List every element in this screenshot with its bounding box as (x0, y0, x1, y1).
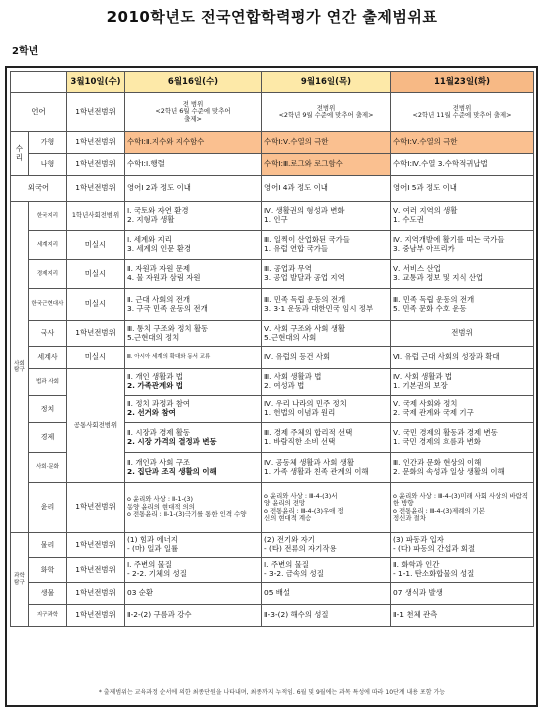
cell-line: Ⅰ. 주변의 물질 (264, 560, 309, 570)
page-title: 2010학년도 전국연합학력평가 연간 출제범위표 (106, 8, 438, 26)
cell-line: 2. 시장 가격의 결정과 변동 (127, 436, 217, 446)
cell-sep: 영어Ⅰ 4과 정도 이내 (262, 176, 391, 202)
cell-nov (391, 369, 534, 396)
cell-line: Ⅳ. 공동체 생활과 사회 생활 (264, 457, 354, 467)
cell-line: 2. 문화의 속성과 일상 생활의 이해 (393, 466, 505, 476)
subject-label: 사회·문화 (29, 453, 67, 483)
exam-scope-table (10, 71, 534, 627)
cell-line: Ⅰ. 국토와 자연 환경 (127, 206, 189, 216)
cell-line: 1. 기본권의 보장 (393, 381, 448, 390)
cell-line: 2. 가족관계와 법 (127, 381, 183, 390)
cell-line: 4. 물 자원과 삼림 자원 (127, 273, 201, 282)
cell-line: Ⅲ. 통치 구조와 정치 활동 (127, 323, 209, 333)
cell-nov (391, 260, 534, 289)
cell-line: 5.근현대의 사회 (264, 332, 317, 342)
cell-nov: 수학Ⅰ:Ⅴ.수열의 극한 (391, 132, 534, 154)
cell-line: o 윤리와 사상 : Ⅲ-4-(3)서 (264, 491, 338, 500)
cell-line: Ⅲ. 민족 독립 운동의 전개 (393, 294, 475, 304)
cell-nov: 영어Ⅰ 5과 정도 이내 (391, 176, 534, 202)
cell-line: Ⅰ. 세계와 지리 (127, 235, 172, 245)
cell-line: Ⅳ. 사회 생활과 법 (393, 372, 453, 382)
subject-label: 생물 (29, 583, 67, 605)
row-mulli (11, 533, 534, 558)
cell-line: (2) 전기와 자기 (264, 535, 315, 545)
row-suri-ga (11, 132, 534, 154)
cell-line: 2. 집단과 조직 생활의 이해 (127, 466, 217, 476)
cell-nov (391, 453, 534, 483)
cell-nov (391, 396, 534, 423)
cell-jun: 03 순환 (125, 583, 262, 605)
cell-jun (125, 369, 262, 396)
cell-line: o 전통윤리 : Ⅱ-1-(3)극기를 통한 인격 수양 (127, 510, 247, 519)
cell-line: 정신과 절차 (393, 513, 426, 522)
cell-jun: Ⅲ. 아시아 세계의 확대와 동서 교류 (125, 347, 262, 369)
header-sep: 9월16일(목) (262, 72, 391, 93)
cell-line: 1. 수도권 (393, 215, 424, 224)
cell-line: Ⅲ. 공업과 무역 (264, 264, 312, 274)
cell-line: 2. 선거와 참여 (127, 408, 176, 417)
cell-nov: 수학Ⅰ:Ⅳ.수열 3.수학적귀납법 (391, 154, 534, 176)
cell-jun (125, 558, 262, 583)
cell-nov (391, 202, 534, 231)
cell-line: (3) 파동과 입자 (393, 535, 444, 545)
cell-nov: 07 생식과 발생 (391, 583, 534, 605)
cell-line: Ⅱ. 개인과 사회 구조 (127, 457, 191, 467)
cell-line: - 3-2. 금속의 성질 (264, 569, 324, 578)
cell-line: 3. 구국 민족 운동의 전개 (127, 303, 208, 313)
cell-line: 양 윤리의 전망 (264, 499, 306, 508)
cell-nov (391, 93, 534, 132)
cell-line: Ⅱ. 개인 생활과 법 (127, 372, 183, 382)
cell-line: <2학년 11월 수준에 맞추어 출제> (412, 111, 512, 119)
cell-jun (125, 321, 262, 347)
subject-label: 윤리 (29, 483, 67, 533)
subject-label: 지구과학 (29, 605, 67, 627)
cell-line: - (타) 전류의 자기작용 (264, 544, 337, 553)
cell-mar: 1학년전범위 (67, 321, 125, 347)
row-suri-na (11, 154, 534, 176)
cell-line: 신의 현대적 계승 (264, 513, 312, 522)
cell-jun: 수학Ⅰ:Ⅱ.지수와 지수함수 (125, 132, 262, 154)
cell-jun: 수학Ⅰ:Ⅰ.행렬 (125, 154, 262, 176)
cell-mar: 1학년전범위 (67, 93, 125, 132)
cell-sep (262, 396, 391, 423)
cell-mar: 미실시 (67, 231, 125, 260)
row-beop-sahoe (11, 369, 534, 396)
cell-line: o 전통윤리 : Ⅲ-4-(3)제례의 기본 (393, 506, 485, 515)
cell-sep (262, 202, 391, 231)
header-jun: 6월16일(수) (125, 72, 262, 93)
cell-line: Ⅱ. 자원과 자원 문제 (127, 264, 191, 274)
cell-sep (262, 231, 391, 260)
cell-line: <2학년 6월 수준에 맞추어 (155, 107, 231, 116)
subject-label: 한국지리 (29, 202, 67, 231)
cell-mar: 미실시 (67, 289, 125, 321)
cell-line: Ⅲ. 일찍이 산업화된 국가들 (264, 235, 350, 245)
cell-line: Ⅱ. 화학과 인간 (393, 560, 440, 570)
cell-line: 3. 교통과 정보 및 지식 산업 (393, 273, 484, 282)
row-oegugeo (11, 176, 534, 202)
subject-label: 법과 사회 (29, 369, 67, 396)
cell-jun (125, 260, 262, 289)
cell-line: Ⅴ. 국민 경제의 활동과 경제 변동 (393, 427, 498, 437)
cell-line: <2학년 9월 수준에 맞추어 출제> (278, 111, 374, 119)
cell-line: 출제> (184, 114, 202, 123)
row-eoneo (11, 93, 534, 132)
cell-sep (262, 93, 391, 132)
cell-sep: 수학Ⅰ:Ⅲ.로그와 로그함수 (262, 154, 391, 176)
cell-line: 전 범위 (182, 99, 204, 108)
cell-nov (391, 533, 534, 558)
cell-jun (125, 396, 262, 423)
cell-line: - 2-2. 기체의 성질 (127, 569, 187, 578)
subject-label: 경제지리 (29, 260, 67, 289)
row-saengmul (11, 583, 534, 605)
cell-line: 3. 공업 발달과 공업 지역 (264, 273, 345, 282)
cell-line: 2. 국제 관계와 국제 기구 (393, 408, 474, 417)
cell-line: Ⅴ. 서비스 산업 (393, 264, 441, 274)
subject-label: 한국근현대사 (29, 289, 67, 321)
subject-group-suri: 수리 (11, 132, 29, 176)
cell-line: Ⅳ. 생활권의 형성과 변화 (264, 206, 345, 216)
cell-line: 전범위 (316, 103, 336, 112)
cell-line: 3. 3·1 운동과 대한민국 임시 정부 (264, 303, 374, 313)
cell-sep (262, 483, 391, 533)
cell-line: 2. 지형과 생활 (127, 215, 175, 224)
cell-line: 5.근현대의 정치 (127, 332, 180, 342)
footnote: * 출제범위는 교육과정 순서에 의한 최종단원을 나타내며, 최종까지 누적임. 6월 및 9월에는 과목 특성에 따라 10단계 내용 포함 가능 (98, 689, 446, 696)
cell-line: Ⅰ. 주변의 물질 (127, 560, 172, 570)
header-row (11, 72, 534, 93)
subject-label: 정치 (29, 396, 67, 423)
cell-line: 1. 헌법의 이념과 원리 (264, 408, 336, 417)
cell-jun (125, 289, 262, 321)
row-segye-jiri (11, 231, 534, 260)
cell-mar: 미실시 (67, 260, 125, 289)
subject-label: 세계사 (29, 347, 67, 369)
cell-line: Ⅴ. 사회 구조와 사회 생활 (264, 323, 346, 333)
subject-group-science: 과학탐구 (11, 533, 29, 627)
cell-sep: 05 배설 (262, 583, 391, 605)
cell-mar-merged: 공통사회전범위 (67, 369, 125, 483)
subject-label: 외국어 (11, 176, 67, 202)
cell-nov: 전범위 (391, 321, 534, 347)
cell-mar: 1학년사회전범위 (67, 202, 125, 231)
cell-line: - 1-1. 탄소화합물의 성질 (393, 569, 475, 578)
cell-line: 동양 윤리의 현대적 의의 (127, 502, 195, 511)
cell-line: 3. 세계의 인문 환경 (127, 244, 192, 253)
cell-sep (262, 260, 391, 289)
row-jigu-gwahak (11, 605, 534, 627)
cell-nov (391, 423, 534, 453)
cell-jun (125, 93, 262, 132)
subject-label: 언어 (11, 93, 67, 132)
cell-line: Ⅱ. 근대 사회의 전개 (127, 294, 191, 304)
cell-line: Ⅳ. 우리 나라의 민주 정치 (264, 399, 347, 409)
cell-nov (391, 289, 534, 321)
subject-label: 경제 (29, 423, 67, 453)
cell-jun (125, 231, 262, 260)
subject-label: 나형 (29, 154, 67, 176)
cell-sep (262, 453, 391, 483)
cell-line: 1. 가족 생활과 친족 관계의 이해 (264, 466, 369, 476)
cell-line: 1. 유럽 연합 국가들 (264, 244, 329, 253)
cell-line: 1. 국민 경제의 흐름과 변화 (393, 436, 481, 446)
cell-jun (125, 423, 262, 453)
cell-line: 5. 민족 문화 수호 운동 (393, 303, 467, 313)
cell-mar: 1학년전범위 (67, 558, 125, 583)
cell-sep (262, 369, 391, 396)
row-guksa (11, 321, 534, 347)
row-hwahak (11, 558, 534, 583)
cell-mar: 1학년전범위 (67, 533, 125, 558)
subject-label: 세계지리 (29, 231, 67, 260)
cell-mar: 1학년전범위 (67, 605, 125, 627)
header-mar: 3월10일(수) (67, 72, 125, 93)
row-segyesa (11, 347, 534, 369)
cell-mar: 1학년전범위 (67, 176, 125, 202)
cell-jun (125, 453, 262, 483)
cell-line: Ⅱ. 정치 과정과 참여 (127, 399, 191, 409)
cell-line: o 전통윤리 : Ⅲ-4-(3)우애 정 (264, 506, 344, 515)
cell-line: - (마) 일과 일률 (127, 544, 179, 553)
cell-nov: Ⅵ. 유럽 근대 사회의 성장과 확대 (391, 347, 534, 369)
cell-nov (391, 231, 534, 260)
cell-line: Ⅲ. 민족 독립 운동의 전개 (264, 294, 346, 304)
cell-line: Ⅲ. 인간과 문화 현상의 이해 (393, 457, 482, 467)
row-hanguk-jiri (11, 202, 534, 231)
cell-jun: 영어Ⅰ 2과 정도 이내 (125, 176, 262, 202)
cell-mar: 1학년전범위 (67, 483, 125, 533)
cell-sep (262, 321, 391, 347)
cell-jun (125, 483, 262, 533)
cell-line: 2. 여성과 법 (264, 381, 305, 390)
cell-line: Ⅲ. 사회 생활과 법 (264, 372, 322, 382)
cell-line: 전범위 (452, 103, 472, 112)
cell-line: (1) 힘과 에너지 (127, 535, 178, 545)
cell-mar: 미실시 (67, 347, 125, 369)
header-nov: 11월23일(화) (391, 72, 534, 93)
cell-line: 1. 인구 (264, 215, 288, 224)
cell-jun (125, 202, 262, 231)
cell-line: Ⅴ. 여러 지역의 생활 (393, 206, 458, 216)
cell-line: Ⅱ. 시장과 경제 활동 (127, 427, 191, 437)
row-yulli (11, 483, 534, 533)
subject-label: 물리 (29, 533, 67, 558)
cell-line: 3. 중남부 아프리카 (393, 244, 455, 253)
cell-sep (262, 558, 391, 583)
cell-line: o 윤리와 사상 : Ⅲ-4-(3)미래 사회 사상의 바람직한 방향 (393, 491, 529, 508)
cell-sep: 수학Ⅰ:Ⅴ.수열의 극한 (262, 132, 391, 154)
cell-nov: Ⅱ-1 천체 관측 (391, 605, 534, 627)
cell-sep (262, 533, 391, 558)
cell-line: - (다) 파동의 간섭과 회절 (393, 544, 476, 553)
subject-label: 국사 (29, 321, 67, 347)
subject-group-social: 사회탐구 (11, 202, 29, 533)
cell-line: Ⅳ. 지역개발에 활기를 띠는 국가들 (393, 235, 505, 245)
cell-jun (125, 533, 262, 558)
cell-mar: 1학년전범위 (67, 583, 125, 605)
cell-sep (262, 423, 391, 453)
cell-nov (391, 483, 534, 533)
cell-mar: 1학년전범위 (67, 154, 125, 176)
cell-mar: 1학년전범위 (67, 132, 125, 154)
cell-line: 1. 바람직한 소비 선택 (264, 436, 336, 446)
cell-nov (391, 558, 534, 583)
subject-label: 화학 (29, 558, 67, 583)
cell-sep (262, 289, 391, 321)
cell-line: Ⅴ. 국제 사회와 정치 (393, 399, 458, 409)
row-gyeongje-jiri (11, 260, 534, 289)
grade-label: 2학년 (12, 46, 39, 57)
cell-sep: Ⅳ. 유럽의 등건 사회 (262, 347, 391, 369)
cell-line: Ⅲ. 경제 주체의 합리적 선택 (264, 427, 353, 437)
header-corner (11, 72, 67, 93)
cell-sep: Ⅱ-3-(2) 해수의 성질 (262, 605, 391, 627)
subject-label: 가형 (29, 132, 67, 154)
cell-jun: Ⅱ-2-(2) 구름과 강수 (125, 605, 262, 627)
row-hanguk-geunhyeondaesa (11, 289, 534, 321)
cell-line: o 윤리와 사상 : Ⅱ-1-(3) (127, 495, 193, 504)
